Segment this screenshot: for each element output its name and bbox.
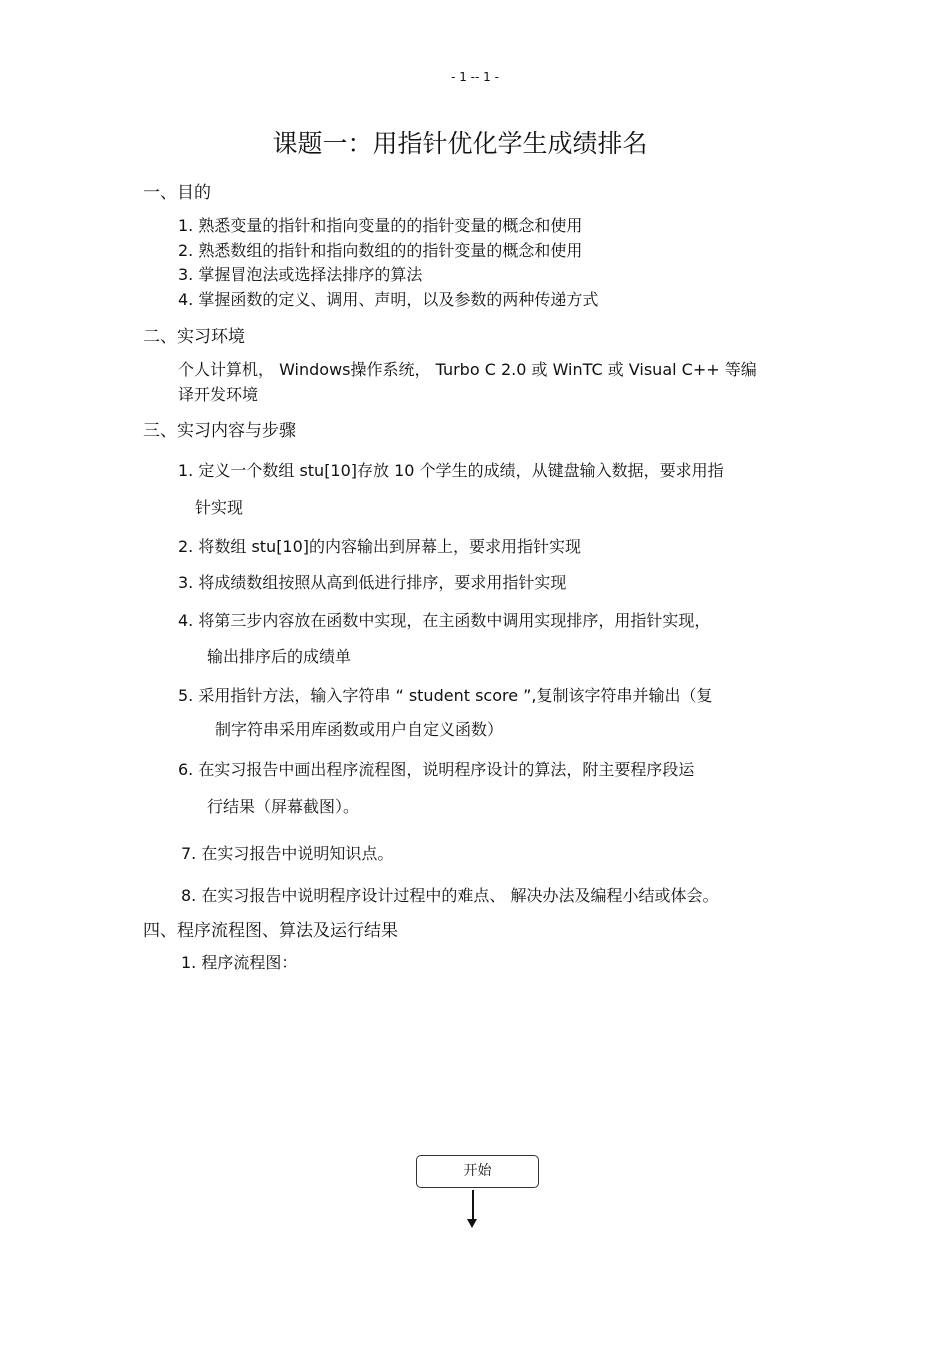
step-item: 3. 将成绩数组按照从高到低进行排序，要求用指针实现 xyxy=(178,573,567,592)
step-item: 输出排序后的成绩单 xyxy=(207,647,352,666)
step-item: 制字符串采用库函数或用户自定义函数） xyxy=(215,720,504,739)
step-item: 4. 将第三步内容放在函数中实现，在主函数中调用实现排序，用指针实现， xyxy=(178,611,711,630)
step-item: 针实现 xyxy=(195,498,244,517)
purpose-item: 2. 熟悉数组的指针和指向数组的的指针变量的概念和使用 xyxy=(178,241,583,260)
flowchart-arrow-down-icon xyxy=(467,1219,477,1228)
purpose-item: 4. 掌握函数的定义、调用、声明，以及参数的两种传递方式 xyxy=(178,290,599,309)
page-title: 课题一：用指针优化学生成绩排名 xyxy=(272,129,648,158)
purpose-item: 1. 熟悉变量的指针和指向变量的的指针变量的概念和使用 xyxy=(178,216,583,235)
flowchart-arrow-line xyxy=(472,1190,474,1220)
section-flowchart-heading: 四、程序流程图、算法及运行结果 xyxy=(143,921,398,941)
page-number: - 1 -- 1 - xyxy=(451,70,499,84)
step-item: 2. 将数组 stu[10]的内容输出到屏幕上，要求用指针实现 xyxy=(178,537,582,556)
step-item: 1. 定义一个数组 stu[10]存放 10 个学生的成绩，从键盘输入数据，要求用指 xyxy=(178,461,724,480)
environment-text: 个人计算机， Windows操作系统， Turbo C 2.0 或 WinTC 或 Visual C++ 等编 xyxy=(178,360,757,379)
step-item: 8. 在实习报告中说明程序设计过程中的难点、 解决办法及编程小结或体会。 xyxy=(181,886,719,905)
step-item: 5. 采用指针方法，输入字符串 “ student score ”,复制该字符串并输出（复 xyxy=(178,686,713,705)
purpose-item: 3. 掌握冒泡法或选择法排序的算法 xyxy=(178,265,423,284)
environment-text: 译开发环境 xyxy=(178,385,259,404)
section-content-heading: 三、实习内容与步骤 xyxy=(143,421,296,441)
step-item: 7. 在实习报告中说明知识点。 xyxy=(181,844,394,863)
section-environment-heading: 二、实习环境 xyxy=(143,327,245,347)
flowchart-start-box: 开始 xyxy=(416,1155,539,1188)
step-item: 6. 在实习报告中画出程序流程图，说明程序设计的算法，附主要程序段运 xyxy=(178,760,695,779)
step-item: 行结果（屏幕截图）。 xyxy=(207,797,360,816)
section-purpose-heading: 一、目的 xyxy=(143,183,211,203)
flowchart-subheading: 1. 程序流程图： xyxy=(181,953,298,972)
